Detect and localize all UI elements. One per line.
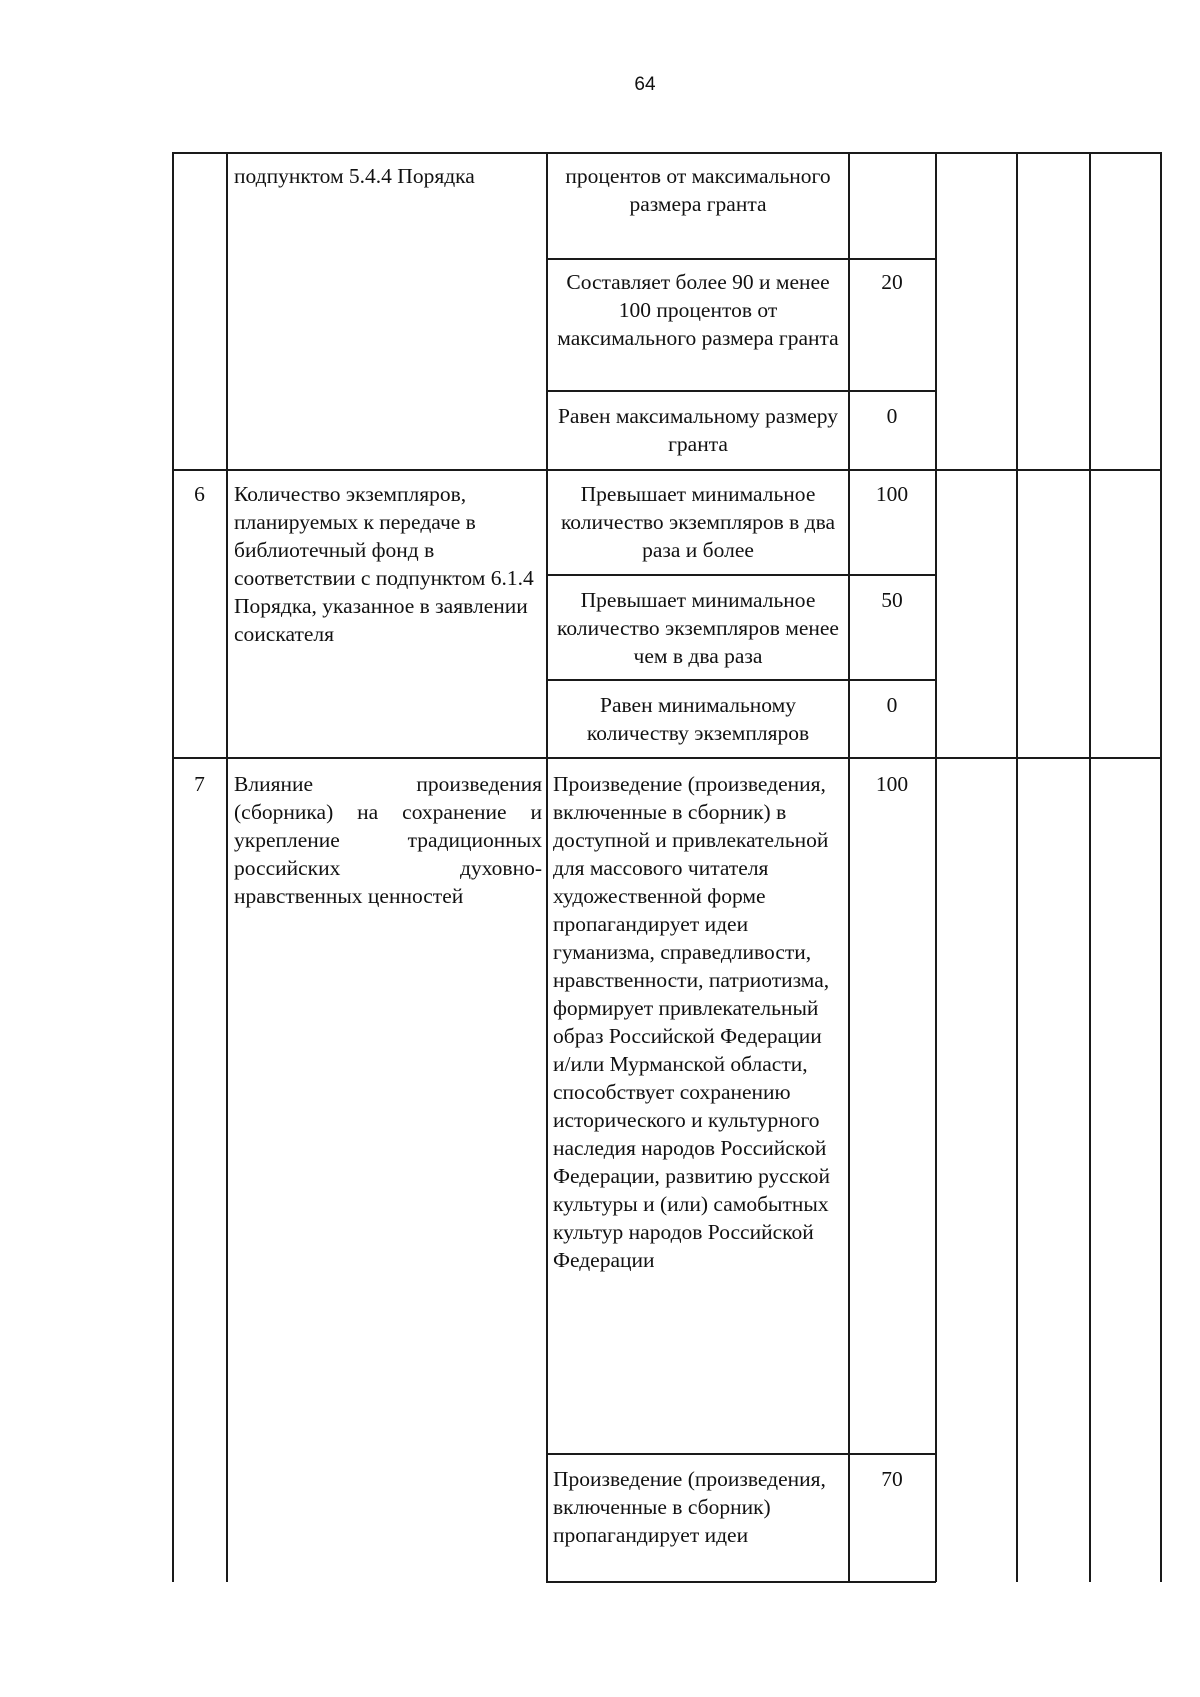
row-divider <box>172 469 1161 471</box>
column-divider-criterion <box>546 152 548 1582</box>
score-cell: 20 <box>881 270 903 294</box>
column-divider-extra-1 <box>1016 152 1018 1582</box>
option-divider <box>546 1453 936 1455</box>
option-cell: процентов от максимального размера гранта <box>565 164 831 216</box>
option-cell: Произведение (произведения, включенные в сборник) в доступной и привлекательной для массового читателя художественной форме пропагандирует идеи гуманизма, справедливости, нравственности, патриотизма, формирует привлекательный образ Российской Федерации и/или Мурманской области, способствует сохранению исторического и культурного наследия народов Российской Федерации, развитию русской культуры и (или) самобытных культур народов Российской Федерации <box>553 772 830 1272</box>
score-cell: 100 <box>875 772 909 796</box>
criterion-cell: Количество экземпляров, планируемых к передаче в библиотечный фонд в соответствии с подпунктом 6.1.4 Порядка, указанное в заявлении соискателя <box>234 482 534 646</box>
score-cell: 100 <box>875 482 909 506</box>
option-cell: Равен минимальному количеству экземпляров <box>586 693 810 745</box>
option-cell: Превышает минимальное количество экземпляров менее чем в два раза <box>557 588 839 668</box>
row-number: 7 <box>194 772 205 796</box>
option-cell: Произведение (произведения, включенные в сборник) пропагандирует идеи <box>553 1467 826 1547</box>
row-number: 6 <box>194 482 205 506</box>
option-divider <box>546 574 936 576</box>
score-cell: 0 <box>886 693 898 717</box>
option-divider <box>546 1581 936 1583</box>
column-divider-option <box>848 152 850 1582</box>
row-divider <box>172 757 1161 759</box>
column-divider-score <box>935 152 937 1582</box>
score-cell: 50 <box>881 588 903 612</box>
option-divider <box>546 258 936 260</box>
column-divider-extra-2 <box>1089 152 1091 1582</box>
option-cell: Составляет более 90 и менее 100 процентов от максимального размера гранта <box>557 270 839 350</box>
option-divider <box>546 390 936 392</box>
option-cell: Равен максимальному размеру гранта <box>557 404 839 456</box>
score-cell: 70 <box>881 1467 903 1491</box>
table-border-right <box>1160 152 1162 1582</box>
table-border-top <box>172 152 1161 154</box>
column-divider-number <box>226 152 228 1582</box>
score-cell: 0 <box>886 404 898 428</box>
table-border-left <box>172 152 174 1582</box>
option-divider <box>546 679 936 681</box>
criterion-cell: подпунктом 5.4.4 Порядка <box>234 164 475 188</box>
criterion-cell: Влияние произведения (сборника) на сохранение и укрепление традиционных российских духовно-нравственных ценностей <box>234 772 542 908</box>
option-cell: Превышает минимальное количество экземпляров в два раза и более <box>560 482 836 562</box>
page-number: 64 <box>634 74 656 95</box>
